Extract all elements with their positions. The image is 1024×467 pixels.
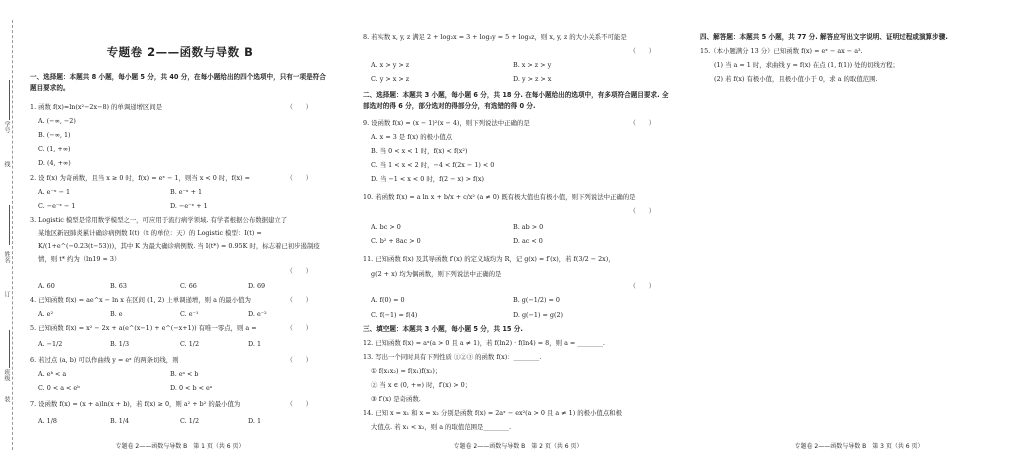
q1-option-a[interactable]: A. (−∞, −2) — [38, 117, 76, 125]
q6-option-a[interactable]: A. eᵇ < a — [38, 370, 67, 378]
q9-option-d[interactable]: D. 当 −1 < x < 0 时，f(2 − x) > f(x) — [371, 175, 484, 183]
q3-option-d[interactable]: D. 69 — [248, 282, 266, 290]
question-3-line-2: 某地区新冠肺炎累计确诊病例数 I(t)（t 的单位：天）的 Logistic 模型：I(t) = — [38, 229, 262, 237]
question-3-line-4: 情，则 t* 约为（ln19 ≈ 3） — [38, 255, 121, 263]
q9-option-a[interactable]: A. x = 3 是 f(x) 的极小值点 — [371, 133, 453, 141]
q11-option-a[interactable]: A. f(0) = 0 — [371, 296, 405, 304]
question-11-line-1: 11. 已知函数 f(x) 及其导函数 f′(x) 的定义域均为 R，记 g(x) = f′(x)，若 f(3/2 − 2x)， — [363, 255, 615, 263]
q5-option-a[interactable]: A. −1/2 — [38, 340, 63, 348]
section-3-heading: 三、填空题：本题共 3 小题，每小题 5 分，共 15 分. — [363, 325, 523, 333]
q15-part-1: (1) 当 a = 1 时，求曲线 y = f(x) 在点 (1, f(1)) 处的切线方程； — [714, 61, 899, 69]
q3-option-b[interactable]: B. 63 — [110, 282, 127, 290]
question-12[interactable]: 12. 已知函数 f(x) = aˣ(a > 0 且 a ≠ 1)，若 f(ln2) · f(ln4) = 8，则 a = ________. — [363, 339, 605, 347]
answer-paren[interactable]: （ ） — [286, 174, 312, 182]
answer-paren[interactable]: （ ） — [286, 267, 312, 275]
question-13[interactable]: 13. 写出一个同时具有下列性质 ①②③ 的函数 f(x)：________. — [363, 353, 542, 361]
section-4-heading: 四、解答题：本题共 5 小题，共 77 分. 解答应写出文字说明、证明过程或演算步骤. — [700, 33, 948, 41]
student-id-blank[interactable] — [9, 80, 16, 120]
q6-option-b[interactable]: B. eᵃ < b — [170, 370, 199, 378]
page-1-footer: 专题卷 2——函数与导数 B 第 1 页（共 6 页） — [115, 443, 245, 450]
q11-option-c[interactable]: C. f(−1) = f(4) — [371, 311, 418, 319]
answer-paren[interactable]: （ ） — [286, 103, 312, 111]
question-15: 15.（本小题满分 13 分）已知函数 f(x) = eˣ − ax − a³. — [700, 47, 863, 55]
q7-option-a[interactable]: A. 1/8 — [38, 417, 57, 425]
answer-paren[interactable]: （ ） — [629, 47, 655, 55]
binding-mark-order: 订 — [3, 291, 10, 297]
q8-option-d[interactable]: D. y > z > x — [513, 75, 552, 83]
q5-option-c[interactable]: C. 1/2 — [180, 340, 200, 348]
page-3-footer: 专题卷 2——函数与导数 B 第 3 页（共 6 页） — [794, 443, 924, 450]
question-14-line-1: 14. 已知 x = x₁ 和 x = x₂ 分别是函数 f(x) = 2aˣ − ex²(a > 0 且 a ≠ 1) 的极小值点和极 — [363, 409, 622, 417]
q5-option-d[interactable]: D. 1 — [248, 340, 262, 348]
question-1: 1. 函数 f(x)=ln(x²−2x−8) 的单调递增区间是 — [30, 103, 163, 111]
q11-option-d[interactable]: D. g(−1) = g(2) — [513, 311, 564, 319]
name-label: 姓名 — [3, 251, 10, 263]
q6-option-c[interactable]: C. 0 < a < eᵇ — [38, 384, 80, 392]
name-blank[interactable] — [9, 205, 16, 245]
answer-paren[interactable]: （ ） — [286, 296, 312, 304]
class-label: 班级 — [3, 369, 10, 381]
q2-option-b[interactable]: B. e⁻ˣ + 1 — [170, 188, 203, 196]
q2-option-d[interactable]: D. −e⁻ˣ + 1 — [170, 202, 208, 210]
question-4: 4. 已知函数 f(x) = ae^x − ln x 在区间 (1, 2) 上单调递增，则 a 的最小值为 — [30, 296, 251, 304]
page-1 — [0, 0, 345, 467]
q7-option-d[interactable]: D. 1 — [248, 417, 262, 425]
class-blank[interactable] — [9, 330, 16, 370]
q11-option-b[interactable]: B. g(−1/2) = 0 — [513, 296, 560, 304]
q4-option-a[interactable]: A. e² — [38, 310, 54, 318]
question-7: 7. 设函数 f(x) = (x + a)ln(x + b)，若 f(x) ≥ 0，则 a² + b² 的最小值为 — [30, 400, 241, 408]
answer-area[interactable] — [700, 92, 1018, 432]
section-1-heading: 一、选择题：本题共 8 小题，每小题 5 分，共 40 分，在每小题给出的四个选项中，只有一项是符合题目要求的。 — [30, 73, 326, 92]
q9-option-b[interactable]: B. 当 0 < x < 1 时，f(x) < f(x²) — [371, 147, 468, 155]
q10-option-d[interactable]: D. ac < 0 — [513, 237, 543, 245]
section-2-heading: 二、选择题：本题共 3 小题，每小题 6 分，共 18 分. 在每小题给出的选项中，有多项符合题目要求. 全部选对的得 6 分，部分选对的得部分分，有选错的得 0 分. — [363, 91, 669, 110]
q15-part-2: (2) 若 f(x) 有极小值，且极小值小于 0，求 a 的取值范围. — [714, 75, 878, 83]
question-3-line-1: 3. Logistic 模型是常用数学模型之一，可应用于流行病学领域. 有学者根据公布数据建立了 — [30, 216, 288, 224]
answer-paren[interactable]: （ ） — [286, 400, 312, 408]
q7-option-c[interactable]: C. 1/2 — [180, 417, 200, 425]
q8-option-a[interactable]: A. x > y > z — [371, 61, 410, 69]
q13-property-2: ② 当 x ∈ (0, +∞) 时，f′(x) > 0； — [371, 381, 472, 389]
q4-option-b[interactable]: B. e — [110, 310, 123, 318]
question-10: 10. 若函数 f(x) = a ln x + b/x + c/x² (a ≠ 0) 既有极大值也有极小值，则下列说法中正确的是 — [363, 193, 636, 201]
page-2 — [345, 0, 690, 467]
q10-option-a[interactable]: A. bc > 0 — [371, 223, 401, 231]
question-2: 2. 设 f(x) 为奇函数，且当 x ≥ 0 时，f(x) = eˣ − 1，则当 x < 0 时，f(x) = — [30, 174, 250, 182]
q1-option-b[interactable]: B. (−∞, 1) — [38, 131, 71, 139]
q9-option-c[interactable]: C. 当 1 < x < 2 时，−4 < f(2x − 1) < 0 — [371, 161, 495, 169]
binding-margin — [0, 0, 26, 467]
page-2-footer: 专题卷 2——函数与导数 B 第 2 页（共 6 页） — [453, 443, 583, 450]
q3-option-a[interactable]: A. 60 — [38, 282, 55, 290]
answer-paren[interactable]: （ ） — [629, 207, 655, 215]
q2-option-c[interactable]: C. −e⁻ˣ − 1 — [38, 202, 76, 210]
paper-title: 专题卷 2——函数与导数 B — [106, 45, 254, 59]
q13-property-1: ① f(x₁x₂) = f(x₁)f(x₂)； — [371, 367, 442, 375]
question-14-line-2[interactable]: 大值点. 若 x₁ < x₂，则 a 的取值范围是________. — [371, 423, 511, 431]
question-8: 8. 若实数 x, y, z 满足 2 + log₂x = 3 + log₃y = 5 + log₅z，则 x, y, z 的大小关系不可能是 — [363, 33, 627, 41]
answer-paren[interactable]: （ ） — [286, 356, 312, 364]
answer-paren[interactable]: （ ） — [629, 282, 655, 290]
binding-mark-bind: 装 — [3, 396, 10, 402]
answer-paren[interactable]: （ ） — [286, 324, 312, 332]
q10-option-c[interactable]: C. b² + 8ac > 0 — [371, 237, 421, 245]
question-5: 5. 已知函数 f(x) = x² − 2x + a(e^(x−1) + e^(−x+1)) 有唯一零点，则 a = — [30, 324, 257, 332]
q1-option-c[interactable]: C. (1, +∞) — [38, 145, 71, 153]
q1-option-d[interactable]: D. (4, +∞) — [38, 159, 71, 167]
binding-mark-line: 线 — [3, 161, 10, 167]
q10-option-b[interactable]: B. ab > 0 — [513, 223, 544, 231]
answer-paren[interactable]: （ ） — [629, 119, 655, 127]
q8-option-b[interactable]: B. x > z > y — [513, 61, 552, 69]
page-3 — [690, 0, 1024, 467]
student-id-label: 学号 — [3, 121, 10, 133]
q3-option-c[interactable]: C. 66 — [180, 282, 197, 290]
q7-option-b[interactable]: B. 1/4 — [110, 417, 130, 425]
question-6: 6. 若过点 (a, b) 可以作曲线 y = eˣ 的两条切线，则 — [30, 356, 179, 364]
q13-property-3: ③ f′(x) 是奇函数. — [371, 395, 421, 403]
q6-option-d[interactable]: D. 0 < b < eᵃ — [170, 384, 213, 392]
question-3-line-3: K/(1+e^(−0.23(t−53)))，其中 K 为最大确诊病例数. 当 I(t*) = 0.95K 时，标志着已初步遏制疫 — [38, 242, 320, 250]
q4-option-c[interactable]: C. e⁻¹ — [180, 310, 199, 318]
question-9: 9. 设函数 f(x) = (x − 1)²(x − 4)，则下列说法中正确的是 — [363, 119, 530, 127]
q5-option-b[interactable]: B. 1/3 — [110, 340, 130, 348]
q8-option-c[interactable]: C. y > x > z — [371, 75, 410, 83]
q4-option-d[interactable]: D. e⁻² — [248, 310, 267, 318]
question-11-line-2: g(2 + x) 均为偶函数，则下列说法中正确的是 — [371, 270, 502, 278]
q2-option-a[interactable]: A. e⁻ˣ − 1 — [38, 188, 71, 196]
